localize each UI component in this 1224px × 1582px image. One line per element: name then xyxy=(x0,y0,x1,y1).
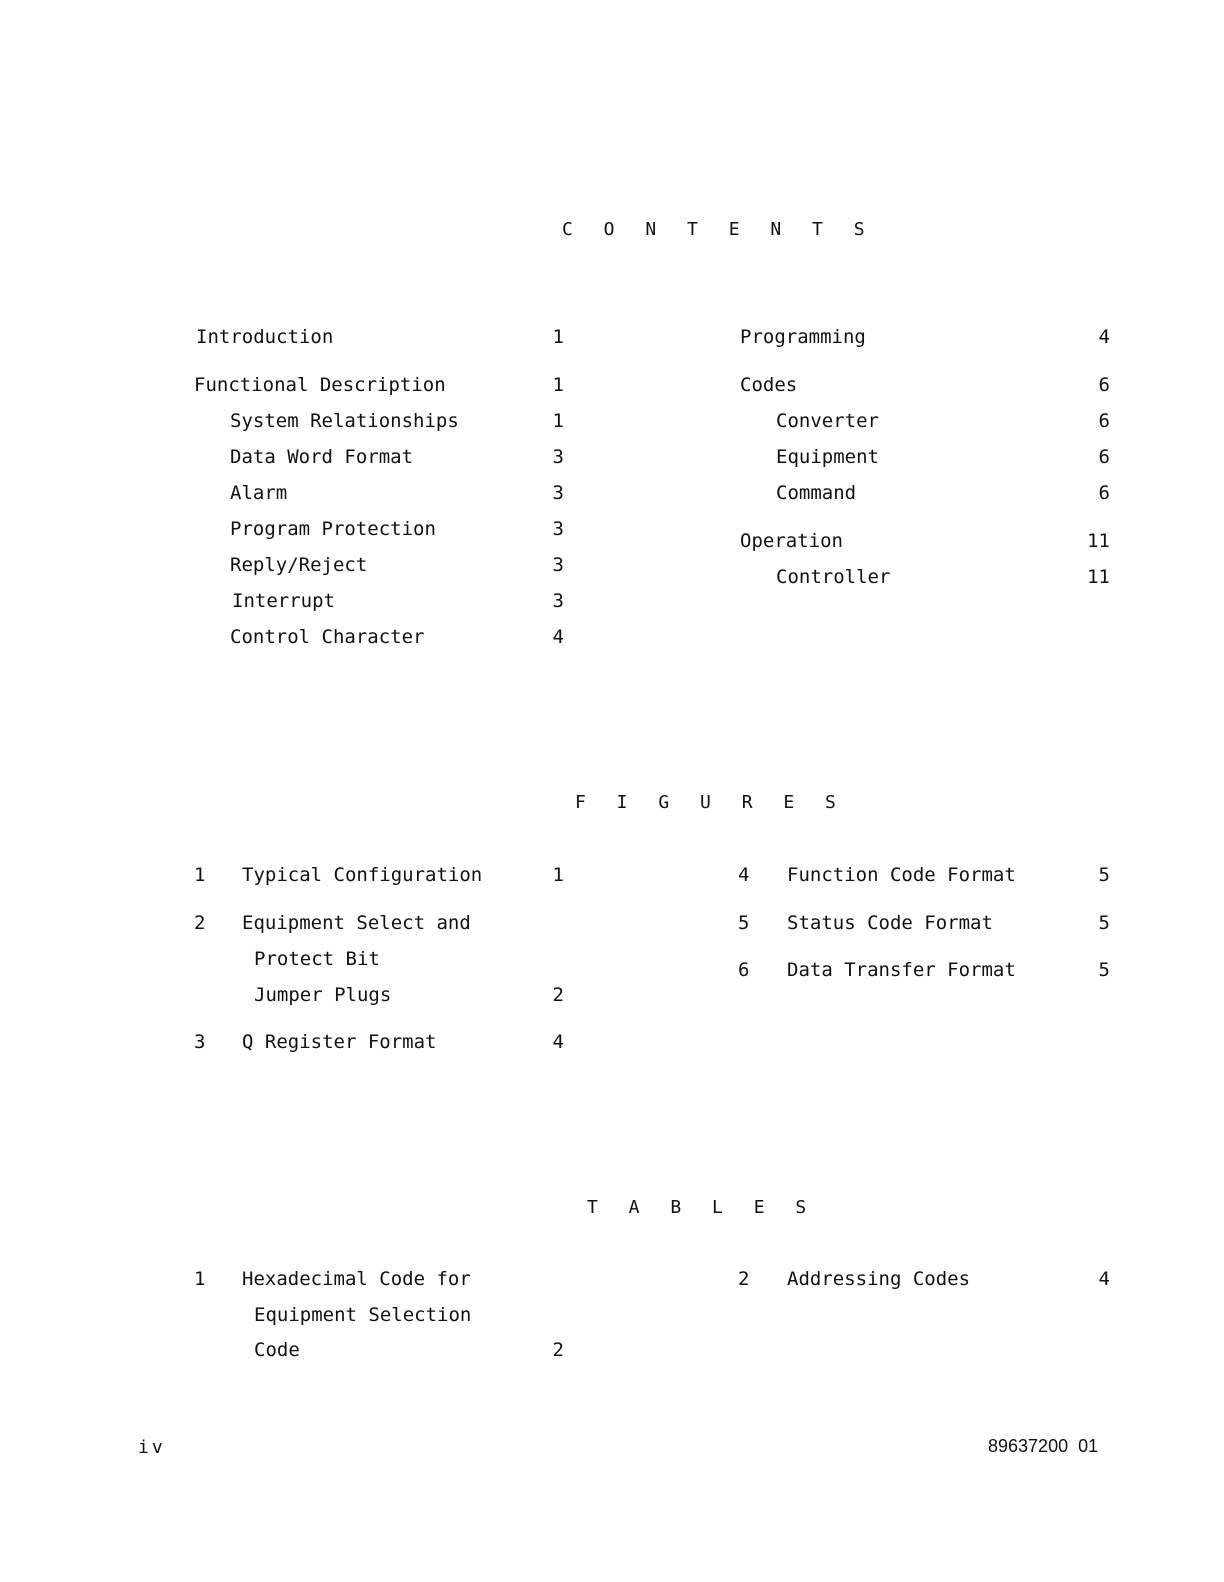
toc-entry-control-character[interactable]: Control Character xyxy=(230,626,425,648)
toc-entry-system-relationships[interactable]: System Relationships xyxy=(230,410,459,432)
toc-page-operation: 11 xyxy=(1087,530,1110,552)
figure-number: 4 xyxy=(738,864,750,886)
toc-page-command: 6 xyxy=(1098,482,1110,504)
figure-number: 2 xyxy=(194,912,206,934)
figure-title[interactable]: Q Register Format xyxy=(242,1031,437,1053)
figure-page: 5 xyxy=(1098,959,1110,981)
toc-entry-equipment[interactable]: Equipment xyxy=(776,446,879,468)
table-page: 4 xyxy=(1098,1268,1110,1290)
figure-title[interactable]: Typical Configuration xyxy=(242,864,483,886)
toc-page-alarm: 3 xyxy=(552,482,564,504)
table-title-continued[interactable]: Equipment Selection xyxy=(254,1304,472,1326)
toc-entry-command[interactable]: Command xyxy=(776,482,857,504)
toc-page-functional-description: 1 xyxy=(552,374,564,396)
figure-number: 6 xyxy=(738,959,750,981)
document-number: 89637200 01 xyxy=(988,1436,1099,1456)
toc-entry-programming[interactable]: Programming xyxy=(740,326,866,348)
toc-page-controller: 11 xyxy=(1087,566,1110,588)
figure-title-continued[interactable]: Jumper Plugs xyxy=(254,984,392,1006)
figure-page: 2 xyxy=(552,984,564,1006)
figure-page: 5 xyxy=(1098,912,1110,934)
toc-entry-interrupt[interactable]: Interrupt xyxy=(232,590,335,612)
toc-entry-controller[interactable]: Controller xyxy=(776,566,891,588)
toc-page-reply-reject: 3 xyxy=(552,554,564,576)
page-number: iv xyxy=(138,1437,166,1458)
toc-page-codes: 6 xyxy=(1098,374,1110,396)
toc-entry-introduction[interactable]: Introduction xyxy=(196,326,334,348)
toc-page-program-protection: 3 xyxy=(552,518,564,540)
figure-title[interactable]: Data Transfer Format xyxy=(787,959,1016,981)
figure-title[interactable]: Function Code Format xyxy=(787,864,1016,886)
toc-page-control-character: 4 xyxy=(552,626,564,648)
toc-page-introduction: 1 xyxy=(552,326,564,348)
toc-page-converter: 6 xyxy=(1098,410,1110,432)
toc-entry-operation[interactable]: Operation xyxy=(740,530,843,552)
table-number: 1 xyxy=(194,1268,206,1290)
toc-entry-data-word-format[interactable]: Data Word Format xyxy=(230,446,414,468)
table-title-continued[interactable]: Code xyxy=(254,1339,300,1361)
toc-page-programming: 4 xyxy=(1098,326,1110,348)
toc-entry-alarm[interactable]: Alarm xyxy=(230,482,288,504)
toc-entry-functional-description[interactable]: Functional Description xyxy=(194,374,446,396)
figures-heading: F I G U R E S xyxy=(575,792,846,813)
figure-number: 1 xyxy=(194,864,206,886)
figure-page: 1 xyxy=(552,864,564,886)
contents-heading: C O N T E N T S xyxy=(562,219,875,240)
toc-page-system-relationships: 1 xyxy=(552,410,564,432)
toc-entry-reply-reject[interactable]: Reply/Reject xyxy=(230,554,368,576)
figure-page: 4 xyxy=(552,1031,564,1053)
table-title[interactable]: Addressing Codes xyxy=(787,1268,971,1290)
table-page: 2 xyxy=(552,1339,564,1361)
figure-title-continued[interactable]: Protect Bit xyxy=(254,948,380,970)
toc-entry-converter[interactable]: Converter xyxy=(776,410,879,432)
toc-entry-program-protection[interactable]: Program Protection xyxy=(230,518,436,540)
toc-entry-codes[interactable]: Codes xyxy=(740,374,798,396)
table-title[interactable]: Hexadecimal Code for xyxy=(242,1268,471,1290)
toc-page-equipment: 6 xyxy=(1098,446,1110,468)
figure-page: 5 xyxy=(1098,864,1110,886)
figure-number: 3 xyxy=(194,1031,206,1053)
figure-number: 5 xyxy=(738,912,750,934)
figure-title[interactable]: Status Code Format xyxy=(787,912,993,934)
toc-page-interrupt: 3 xyxy=(552,590,564,612)
table-number: 2 xyxy=(738,1268,750,1290)
toc-page-data-word-format: 3 xyxy=(552,446,564,468)
tables-heading: T A B L E S xyxy=(587,1197,817,1218)
figure-title[interactable]: Equipment Select and xyxy=(242,912,471,934)
